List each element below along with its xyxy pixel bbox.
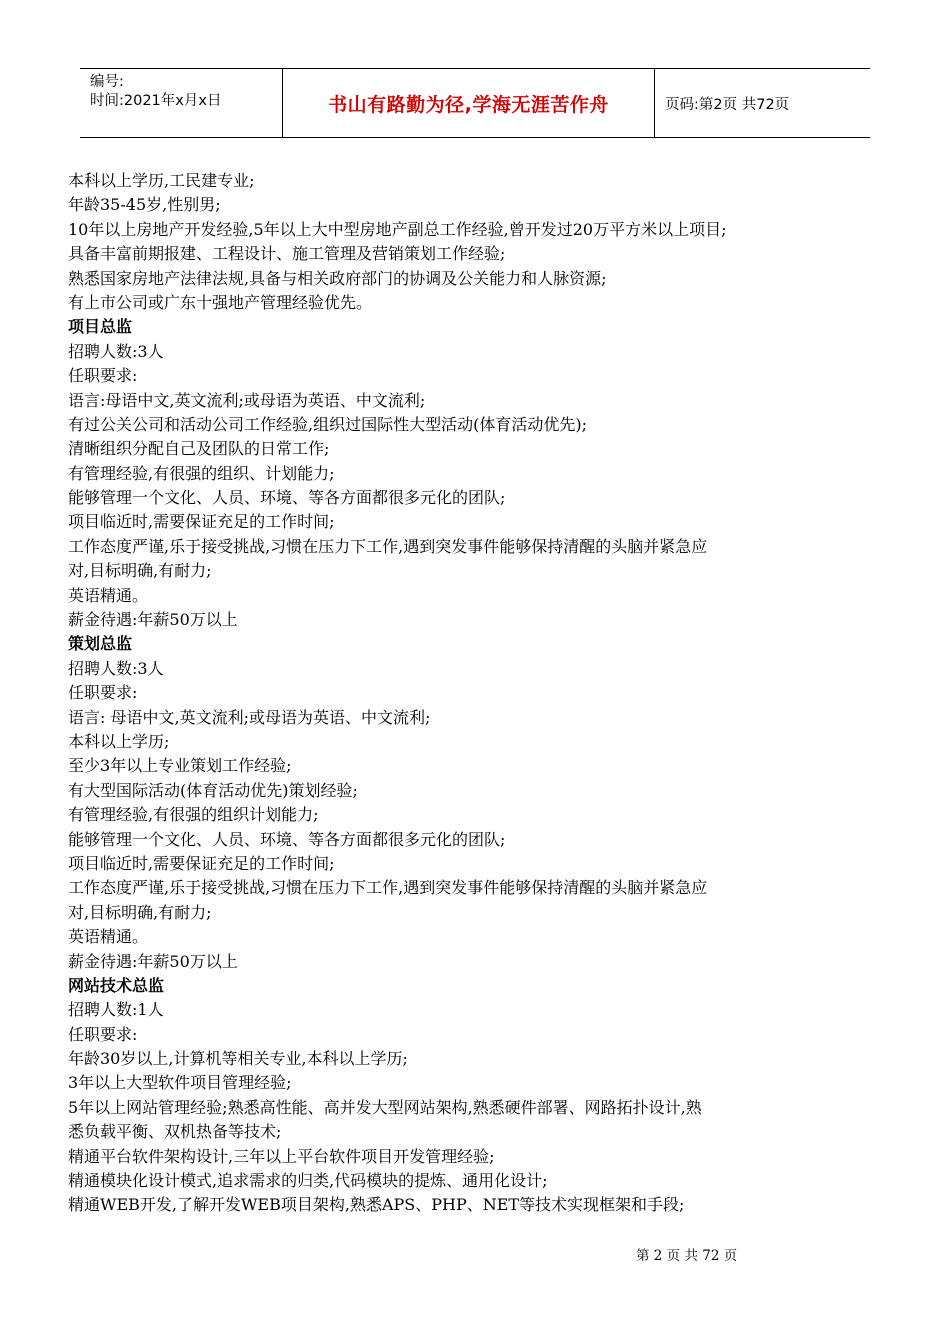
body-text-line: 英语精通。 — [68, 585, 149, 605]
body-text-line: 3年以上大型软件项目管理经验; — [68, 1073, 292, 1093]
header-info-cell — [80, 69, 283, 137]
body-text-line: 项目临近时,需要保证充足的工作时间; — [68, 853, 335, 873]
body-text-line: 5年以上网站管理经验;熟悉高性能、高并发大型网站架构,熟悉硬件部署、网路拓扑设计,熟 — [68, 1097, 702, 1117]
body-text-line: 薪金待遇:年薪50万以上 — [68, 951, 238, 971]
body-text-line: 本科以上学历,工民建专业; — [68, 171, 255, 190]
section-heading: 策划总监 — [68, 634, 133, 654]
body-text-line: 精通平台软件架构设计,三年以上平台软件项目开发管理经验; — [68, 1146, 495, 1166]
body-text-line: 10年以上房地产开发经验,5年以上大中型房地产副总工作经验,曾开发过20万平方米以上项目; — [68, 219, 727, 239]
body-text-line: 有管理经验,有很强的组织计划能力; — [68, 805, 319, 825]
body-text-line: 英语精通。 — [68, 927, 149, 947]
body-text-line: 任职要求: — [68, 366, 138, 386]
body-text-line: 语言: 母语中文,英文流利;或母语为英语、中文流利; — [68, 707, 431, 727]
header-motto-cell — [283, 69, 655, 137]
body-text-line: 年龄30岁以上,计算机等相关专业,本科以上学历; — [68, 1049, 408, 1069]
body-text-line: 能够管理一个文化、人员、环境、等各方面都很多元化的团队; — [68, 829, 506, 849]
section-heading: 项目总监 — [68, 317, 133, 337]
header-page-label: 页码:第2页 共72页 — [665, 96, 790, 113]
body-text-line: 具备丰富前期报建、工程设计、施工管理及营销策划工作经验; — [68, 244, 506, 264]
body-text-line: 至少3年以上专业策划工作经验; — [68, 756, 292, 776]
body-text-line: 工作态度严谨,乐于接受挑战,习惯在压力下工作,遇到突发事件能够保持清醒的头脑并紧急应 — [68, 536, 708, 556]
body-text-line: 有管理经验,有很强的组织、计划能力; — [68, 463, 335, 483]
body-text-line: 有上市公司或广东十强地产管理经验优先。 — [68, 292, 373, 312]
body-text-line: 熟悉国家房地产法律法规,具备与相关政府部门的协调及公关能力和人脉资源; — [68, 268, 607, 288]
body-text-line: 薪金待遇:年薪50万以上 — [68, 610, 238, 630]
body-text-line: 本科以上学历; — [68, 731, 170, 751]
body-text-line: 项目临近时,需要保证充足的工作时间; — [68, 512, 335, 532]
document-date-label: 时间:2021年x月x日 — [90, 93, 222, 109]
section-heading: 网站技术总监 — [68, 975, 165, 995]
body-text-line: 有过公关公司和活动公司工作经验,组织过国际性大型活动(体育活动优先); — [68, 414, 587, 434]
body-text-line: 悉负载平衡、双机热备等技术; — [68, 1122, 282, 1142]
header-page-cell — [655, 69, 870, 137]
body-text-line: 工作态度严谨,乐于接受挑战,习惯在压力下工作,遇到突发事件能够保持清醒的头脑并紧急应 — [68, 878, 708, 898]
body-text-line: 任职要求: — [68, 683, 138, 703]
body-text-line: 语言:母语中文,英文流利;或母语为英语、中文流利; — [68, 390, 426, 410]
body-text-line: 年龄35-45岁,性别男; — [68, 195, 221, 215]
body-text-line: 能够管理一个文化、人员、环境、等各方面都很多元化的团队; — [68, 488, 506, 508]
footer-page-number: 第 2 页 共 72 页 — [636, 1248, 738, 1264]
body-text-line: 精通模块化设计模式,追求需求的归类,代码模块的提炼、通用化设计; — [68, 1171, 548, 1191]
body-text-line: 招聘人数:1人 — [68, 1000, 164, 1020]
body-text-line: 清晰组织分配自己及团队的日常工作; — [68, 439, 330, 459]
page-footer — [636, 1244, 737, 1264]
header-motto: 书山有路勤为径,学海无涯苦作舟 — [328, 93, 609, 116]
body-text-line: 有大型国际活动(体育活动优先)策划经验; — [68, 780, 358, 800]
body-text-line: 对,目标明确,有耐力; — [68, 902, 212, 922]
body-text-line: 招聘人数:3人 — [68, 658, 164, 678]
body-text-line: 对,目标明确,有耐力; — [68, 561, 212, 581]
body-text-line: 招聘人数:3人 — [68, 341, 164, 361]
body-text-line: 任职要求: — [68, 1024, 138, 1044]
document-body — [68, 169, 888, 1218]
body-text-line: 精通WEB开发,了解开发WEB项目架构,熟悉APS、PHP、NET等技术实现框架和手段; — [68, 1195, 685, 1215]
document-code-label: 编号: — [90, 74, 124, 90]
page-header — [80, 68, 870, 138]
